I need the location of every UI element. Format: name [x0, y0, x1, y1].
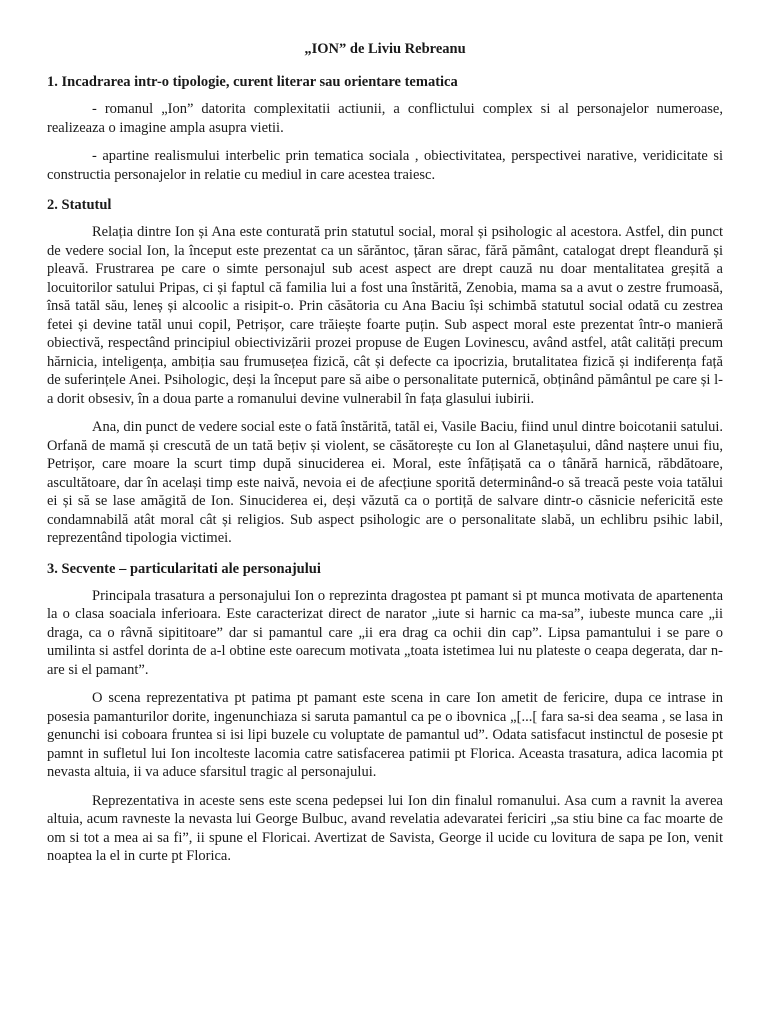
section-1-paragraph: - apartine realismului interbelic prin tematica sociala , obiectivitatea, perspectivei narative, veridicitate si constructia personajelor in relatie cu mediul in care acestea traiesc.	[47, 148, 723, 183]
section-heading-2: 2. Statutul	[47, 197, 112, 213]
page-title: „ION” de Liviu Rebreanu	[304, 41, 466, 57]
section-2-paragraph: Ana, din punct de vedere social este o fată înstărită, tatăl ei, Vasile Baciu, fiind unul dintre boicotanii satului. Orfană de mamă și crescută de un tată bețiv și violent, se căsătorește cu Ion al Glanetașului, dând naștere unui fiu, Petrișor, care moare la scurt timp după sinuciderea ei. Moral, este înfățișată ca o tânără harnică, răbdătoare, ascultătoare, dar în același timp este naivă, nevoia ei de afecțiune sporită determinând-o să treacă peste voia tatălui ei și să se lase amăgită de Ion. Sinuciderea ei, deși văzută ca o portiță de salvare dintr-o căsnicie nefericită este condamnabilă atât moral cât și religios. Sub aspect psihologic are o personalitate slabă, un echlibru psihic labil, reprezentând tipologia victimei.	[47, 419, 723, 546]
section-3-paragraph: Reprezentativa in aceste sens este scena pedepsei lui Ion din finalul romanului. Asa cum a ravnit la averea altuia, acum ravneste la nevasta lui George Bulbuc, avand revelatia adevaratei fericiri „sa stiu bine ca fac moarte de om si tot a mea ai sa fi”, ii spune el Floricai. Avertizat de Savista, George il ucide cu lovitura de sapa pe Ion, venit noaptea la el in curte pt Florica.	[47, 792, 723, 864]
section-heading-3: 3. Secvente – particularitati ale personajului	[47, 560, 321, 577]
section-3-paragraph: O scena reprezentativa pt patima pt pamant este scena in care Ion ametit de fericire, dupa ce intrase in posesia pamanturilor dorite, ingenunchiaza si saruta pamantul ca pe o ibovnica „[...[ fara sa-si dea seama , se lasa in genunchi isi coboara fruntea si isi lipi buzele cu voluptate de pamantul ud”. Odata satisfacut instinctul de posesie pt pamnt in sufletul lui Ion incolteste lacomia catre satisfacerea patimii pt Florica. Aceasta trasatura, adica lacomia pt nevasta altuia, ii va aduce sfarsitul tragic al personajului.	[47, 690, 723, 780]
section-3-paragraph: Principala trasatura a personajului Ion o reprezinta dragostea pt pamant si pt munca motivata de apartenenta la o clasa soaciala inferioara. Este caracterizat direct de narator „iute si harnic ca ma-sa”, iubeste munca care „ii draga, ca o râvnă sipititoare” dar si pamantul care „ii era drag ca ochii din cap”. Lipsa pamantului i se pare o umilinta si astfel dorinta de a-l obtine este oarecum motivata „toata istetimea lui nu plateste o ceapa degerata, dar n-are si el pamant”.	[47, 587, 723, 678]
section-1-paragraph: - romanul „Ion” datorita complexitatii actiunii, a conflictului complex si al personajelor numeroase, realizeaza o imagine ampla asupra vietii.	[47, 101, 723, 136]
section-heading-1: 1. Incadrarea intr-o tipologie, curent literar sau orientare tematica	[47, 74, 458, 90]
section-2-paragraph: Relația dintre Ion și Ana este conturată prin statutul social, moral și psihologic al acestora. Astfel, din punct de vedere social Ion, la început este prezentat ca un sărăntoc, țăran sărac, fără pământ, catalogat drept fleandură și pleavă. Frustrarea pe care o simte personajul sub acest aspect are drept cauză nu doar mentalitatea greșită a locuitorilor satului Pripas, ci și faptul că familia lui a fost una înstărită, Zenobia, mama sa a avut o zestre frumoasă, însă tatăl său, leneș și alcoolic a risipit-o. Prin căsătoria cu Ana Baciu își schimbă statutul social odată cu zestrea fetei și devine tatăl unui copil, Petrișor, care trăiește foarte puțin. Sub aspect moral este prezentat într-o manieră obiectivă, respectând principiul obiectivizării prozei propuse de Eugen Lovinescu, având astfel, atât calități precum hărnicia, inteligența, ambiția sau frumusețea fizică, cât și defecte ca ipocrizia, brutalitatea fizică și indiferența față de suferințele Anei. Psihologic, deși la început pare să aibe o personalitate puternică, obținând pământul pe care și l-a dorit obsesiv, în a doua parte a romanului devine vulnerabil în fața glasului iubirii.	[47, 224, 723, 407]
